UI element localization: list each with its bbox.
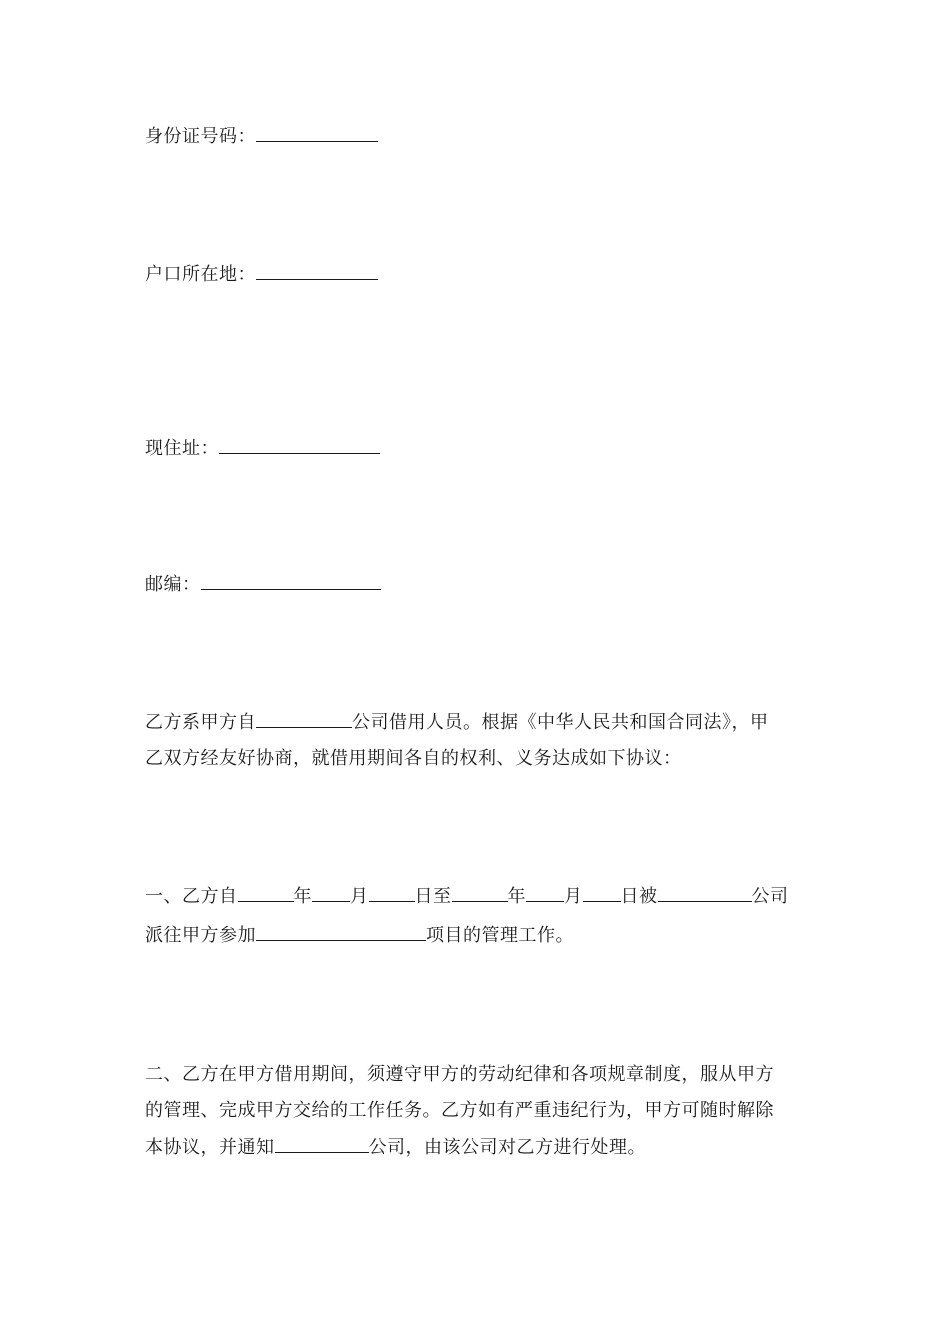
year-label: 年 — [507, 886, 526, 907]
postcode-label: 邮编： — [145, 574, 201, 595]
month-label: 月 — [350, 886, 369, 907]
company-label: 公司 — [751, 886, 789, 907]
end-year-blank[interactable] — [452, 883, 508, 902]
clause-2-text-b: 的管理、完成甲方交给的工作任务。乙方如有严重违纪行为，甲方可随时解除 — [145, 1100, 774, 1121]
project-blank[interactable] — [256, 922, 426, 941]
intro-text-b: 公司借用人员。根据《中华人民共和国合同法》，甲 — [352, 712, 769, 733]
address-blank[interactable] — [219, 435, 380, 454]
clause-2-text-d: 公司，由该公司对乙方进行处理。 — [368, 1137, 646, 1158]
clause-2-line-1 — [145, 1061, 774, 1089]
clause-2-text-a: 二、乙方在甲方借用期间，须遵守甲方的劳动纪律和各项规章制度，服从甲方 — [145, 1064, 774, 1085]
notify-company-blank[interactable] — [275, 1134, 369, 1153]
clause-1-text: 一、乙方自 — [145, 886, 238, 907]
end-day-blank[interactable] — [583, 883, 621, 902]
start-year-blank[interactable] — [238, 883, 294, 902]
year-label: 年 — [293, 886, 312, 907]
clause-2-text-c: 本协议，并通知 — [145, 1137, 275, 1158]
intro-text-c: 乙双方经友好协商，就借用期间各自的权利、义务达成如下协议： — [145, 748, 682, 769]
address-row — [145, 435, 380, 463]
postcode-row — [145, 571, 381, 599]
day-by-label: 日被 — [620, 886, 658, 907]
start-day-blank[interactable] — [369, 883, 415, 902]
id-number-label: 身份证号码： — [145, 126, 256, 147]
clause-1-text-b: 派往甲方参加 — [145, 925, 256, 946]
hukou-blank[interactable] — [256, 261, 378, 280]
month-label: 月 — [564, 886, 583, 907]
day-to-label: 日至 — [414, 886, 452, 907]
clause-2-line-2 — [145, 1097, 774, 1125]
lending-company-blank[interactable] — [256, 709, 352, 728]
sending-company-blank[interactable] — [658, 883, 752, 902]
end-month-blank[interactable] — [526, 883, 564, 902]
hukou-row — [145, 261, 378, 289]
intro-line-2 — [145, 745, 682, 773]
clause-1-line-2 — [145, 922, 574, 950]
intro-text-a: 乙方系甲方自 — [145, 712, 256, 733]
clause-1-line-1 — [145, 883, 789, 911]
hukou-label: 户口所在地： — [145, 264, 256, 285]
intro-line-1 — [145, 709, 769, 737]
start-month-blank[interactable] — [312, 883, 350, 902]
id-number-blank[interactable] — [256, 123, 378, 142]
clause-1-text-c: 项目的管理工作。 — [426, 925, 574, 946]
address-label: 现住址： — [145, 438, 219, 459]
postcode-blank[interactable] — [201, 571, 381, 590]
id-number-row — [145, 123, 378, 151]
clause-2-line-3 — [145, 1134, 646, 1162]
